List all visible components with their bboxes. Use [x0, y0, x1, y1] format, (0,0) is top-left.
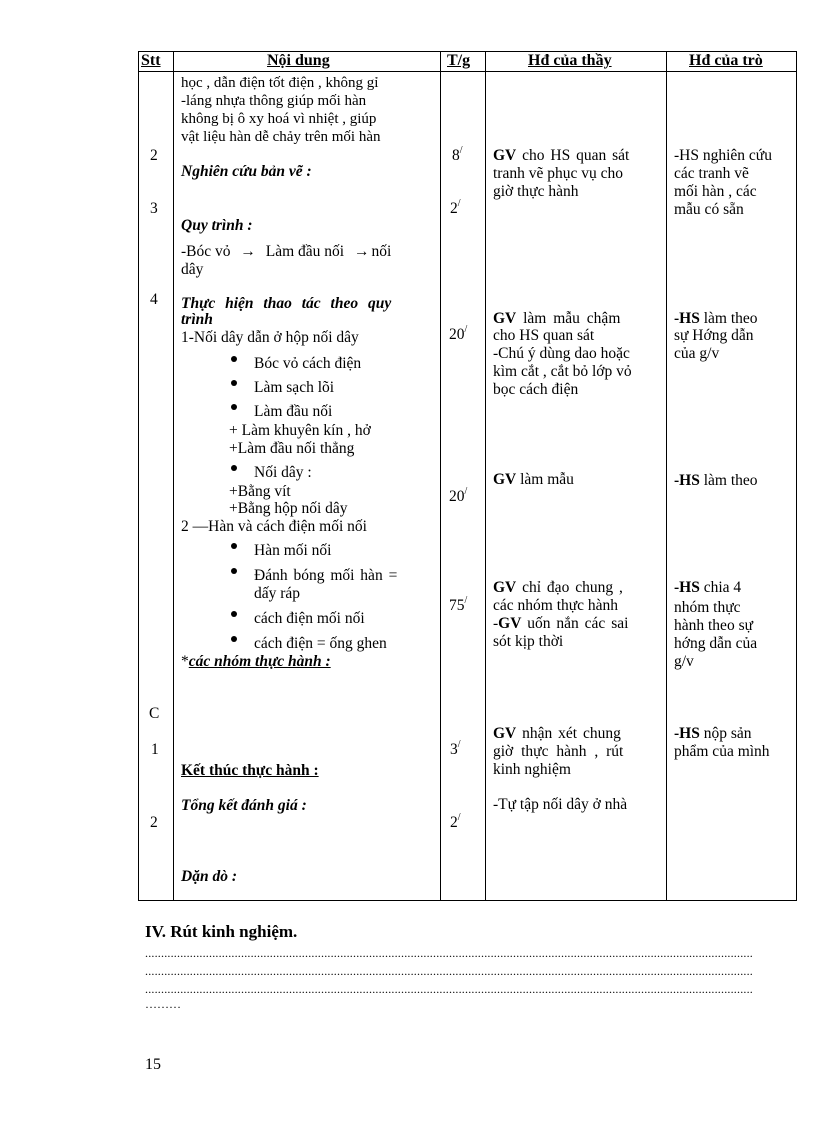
page-number: 15 — [145, 1056, 161, 1073]
teacher-text: cho HS quan sát — [493, 327, 595, 344]
time-mark: / — [457, 739, 461, 750]
procedure-step-cont: dây — [181, 261, 204, 278]
student-activity — [674, 580, 741, 596]
time-number: 8 — [452, 147, 460, 164]
time-mark: / — [464, 324, 468, 335]
time-number: 20 — [449, 488, 465, 505]
teacher-activity — [493, 148, 629, 164]
teacher-activity — [493, 580, 623, 596]
student-text: phẩm của mình — [674, 743, 770, 760]
time-mark: / — [457, 812, 461, 823]
intro-line: không bị ô xy hoá vì nhiệt , giúp — [181, 111, 377, 127]
time-value — [449, 324, 468, 343]
time-mark: / — [459, 145, 463, 156]
gv-label: GV — [493, 147, 517, 164]
time-value — [450, 198, 461, 217]
student-text: sự Hớng dẫn — [674, 327, 754, 344]
section-heading: IV. Rút kinh nghiệm. — [145, 922, 298, 941]
hs-label: -HS — [674, 579, 700, 596]
teacher-text: làm mẫu — [516, 471, 574, 488]
dotted-line: .............................................................................................................................................................................................. — [145, 964, 753, 978]
bullet-icon — [231, 380, 237, 386]
teacher-text: nhận xét chung — [516, 725, 621, 742]
section-finish: Kết thúc thực hành : — [181, 762, 319, 779]
header-student: Hđ của trò — [689, 52, 763, 69]
time-value — [452, 145, 463, 164]
student-activity — [674, 311, 758, 327]
teacher-text: uốn nắn các sai — [521, 615, 629, 632]
stt-label: 2 — [150, 147, 158, 164]
hs-label: -HS — [674, 310, 700, 327]
student-text: các tranh vẽ — [674, 165, 749, 182]
gv-label: GV — [493, 310, 517, 327]
gv-label: GV — [493, 725, 517, 742]
teacher-text: giờ thực hành — [493, 183, 579, 200]
bullet-icon — [231, 465, 237, 471]
hs-label: -HS — [674, 725, 700, 742]
teacher-activity — [493, 616, 628, 632]
student-text: của g/v — [674, 345, 720, 362]
gv-label: GV — [493, 579, 517, 596]
teacher-text: kinh nghiệm — [493, 761, 571, 778]
groups-label: các nhóm thực hành : — [188, 653, 331, 670]
stt-label: C — [149, 705, 160, 722]
intro-line: vật liệu hàn dễ chảy trên mối hàn — [181, 129, 381, 145]
sub-item: +Bằng vít — [229, 483, 291, 500]
header-divider — [138, 71, 797, 72]
student-text: nộp sản — [699, 725, 752, 742]
section-summary: Tổng kết đánh giá : — [181, 797, 307, 814]
bullet-icon — [231, 611, 237, 617]
teacher-activity — [493, 472, 574, 488]
teacher-text: bọc cách điện — [493, 381, 579, 398]
column-divider — [440, 51, 441, 901]
section-procedure: Quy trình : — [181, 217, 253, 234]
student-text: chia 4 — [699, 579, 742, 596]
teacher-text: cho HS quan sát — [516, 147, 630, 164]
time-number: 20 — [449, 326, 465, 343]
time-number: 3 — [450, 741, 458, 758]
time-number: 2 — [450, 814, 458, 831]
header-stt: Stt — [141, 52, 161, 69]
time-mark: / — [464, 595, 468, 606]
sub-item: + Làm khuyên kín , hở — [229, 422, 371, 439]
student-text: hớng dẫn của — [674, 635, 758, 652]
student-text: hành theo sự — [674, 617, 753, 634]
teacher-activity — [493, 311, 620, 327]
groups-line — [181, 654, 331, 670]
bullet-text: cách điện mối nối — [254, 610, 365, 627]
teacher-text: tranh vẽ phục vụ cho — [493, 165, 623, 182]
teacher-text: sót kịp thời — [493, 633, 564, 650]
teacher-activity — [493, 726, 621, 742]
time-mark: / — [464, 486, 468, 497]
teacher-text: -Chú ý dùng dao hoặc — [493, 345, 630, 362]
dotted-line: .............................................................................................................................................................................................. — [145, 982, 753, 996]
procedure-step-text: nối — [371, 243, 392, 260]
asterisk: * — [181, 653, 189, 670]
sub-item: +Làm đầu nối thẳng — [229, 440, 355, 457]
bullet-icon — [231, 356, 237, 362]
student-activity — [674, 473, 758, 489]
sub-item: +Bằng hộp nối dây — [229, 500, 348, 517]
procedure-step-text: Làm đầu nối — [265, 243, 345, 260]
stt-label: 1 — [151, 741, 159, 758]
procedure-step — [181, 244, 391, 260]
time-value — [450, 812, 461, 831]
student-text: nhóm thực — [674, 599, 741, 616]
item-1: 1-Nối dây dẫn ở hộp nối dây — [181, 329, 359, 346]
section-research: Nghiên cứu bản vẽ : — [181, 163, 312, 180]
intro-line: -láng nhựa thông giúp mối hàn — [181, 93, 367, 109]
bullet-text: Bóc vỏ cách điện — [254, 355, 362, 372]
student-text: mối hàn , các — [674, 183, 757, 200]
teacher-text: giờ thực hành , rút — [493, 743, 624, 760]
arrow-right-icon: → — [353, 243, 370, 260]
bullet-icon — [231, 543, 237, 549]
student-text: mẫu có sẵn — [674, 201, 744, 218]
student-text: -HS nghiên cứu — [674, 147, 772, 164]
section-reminder: Dặn dò : — [181, 868, 237, 885]
time-value — [450, 739, 461, 758]
section-perform-cont: trình — [181, 311, 213, 328]
dotted-line-short: ……… — [145, 997, 181, 1011]
teacher-text: chỉ đạo chung , — [516, 579, 623, 596]
intro-line: học , dẫn điện tốt điện , không gỉ — [181, 75, 379, 91]
time-mark: / — [457, 198, 461, 209]
teacher-text: kìm cắt , cắt bỏ lớp vỏ — [493, 363, 632, 380]
bullet-text-cont: dấy ráp — [254, 585, 301, 602]
gv-label: GV — [493, 471, 517, 488]
gv-label: GV — [498, 615, 522, 632]
column-divider — [485, 51, 486, 901]
bullet-text: Làm sạch lõi — [254, 379, 335, 396]
arrow-right-icon: → — [240, 243, 256, 260]
student-text: làm theo — [699, 310, 758, 327]
hs-label: -HS — [674, 472, 700, 489]
dash: - — [493, 615, 499, 632]
bullet-text: Nối dây : — [254, 464, 312, 481]
stt-label: 3 — [150, 200, 158, 217]
bullet-text: Hàn mối nối — [254, 542, 332, 559]
teacher-text: các nhóm thực hành — [493, 597, 619, 614]
teacher-text: -Tự tập nối dây ở nhà — [493, 796, 628, 813]
bullet-text: Làm đầu nối — [254, 403, 333, 420]
section-perform: Thực hiện thao tác theo quy — [181, 295, 392, 312]
header-time: T/g — [447, 52, 471, 69]
bullet-text: Đánh bóng mối hàn = — [254, 567, 398, 584]
stt-label: 4 — [150, 291, 158, 308]
bullet-icon — [231, 404, 237, 410]
stt-label: 2 — [150, 814, 158, 831]
time-number: 75 — [449, 597, 465, 614]
header-teacher: Hđ của thầy — [528, 52, 612, 69]
teacher-text: làm mẫu chậm — [516, 310, 621, 327]
student-activity — [674, 726, 752, 742]
student-text: g/v — [674, 653, 694, 670]
time-number: 2 — [450, 200, 458, 217]
item-2: 2 —Hàn và cách điện mối nối — [181, 518, 367, 535]
bullet-icon — [231, 568, 237, 574]
procedure-step-text: -Bóc vỏ — [181, 243, 231, 260]
bullet-icon — [231, 636, 237, 642]
column-divider — [173, 51, 174, 901]
student-text: làm theo — [699, 472, 758, 489]
dotted-line: .............................................................................................................................................................................................. — [145, 946, 753, 960]
column-divider — [666, 51, 667, 901]
bullet-text: cách điện = ống ghen — [254, 635, 387, 652]
time-value — [449, 595, 468, 614]
header-content: Nội dung — [267, 52, 330, 69]
time-value — [449, 486, 468, 505]
